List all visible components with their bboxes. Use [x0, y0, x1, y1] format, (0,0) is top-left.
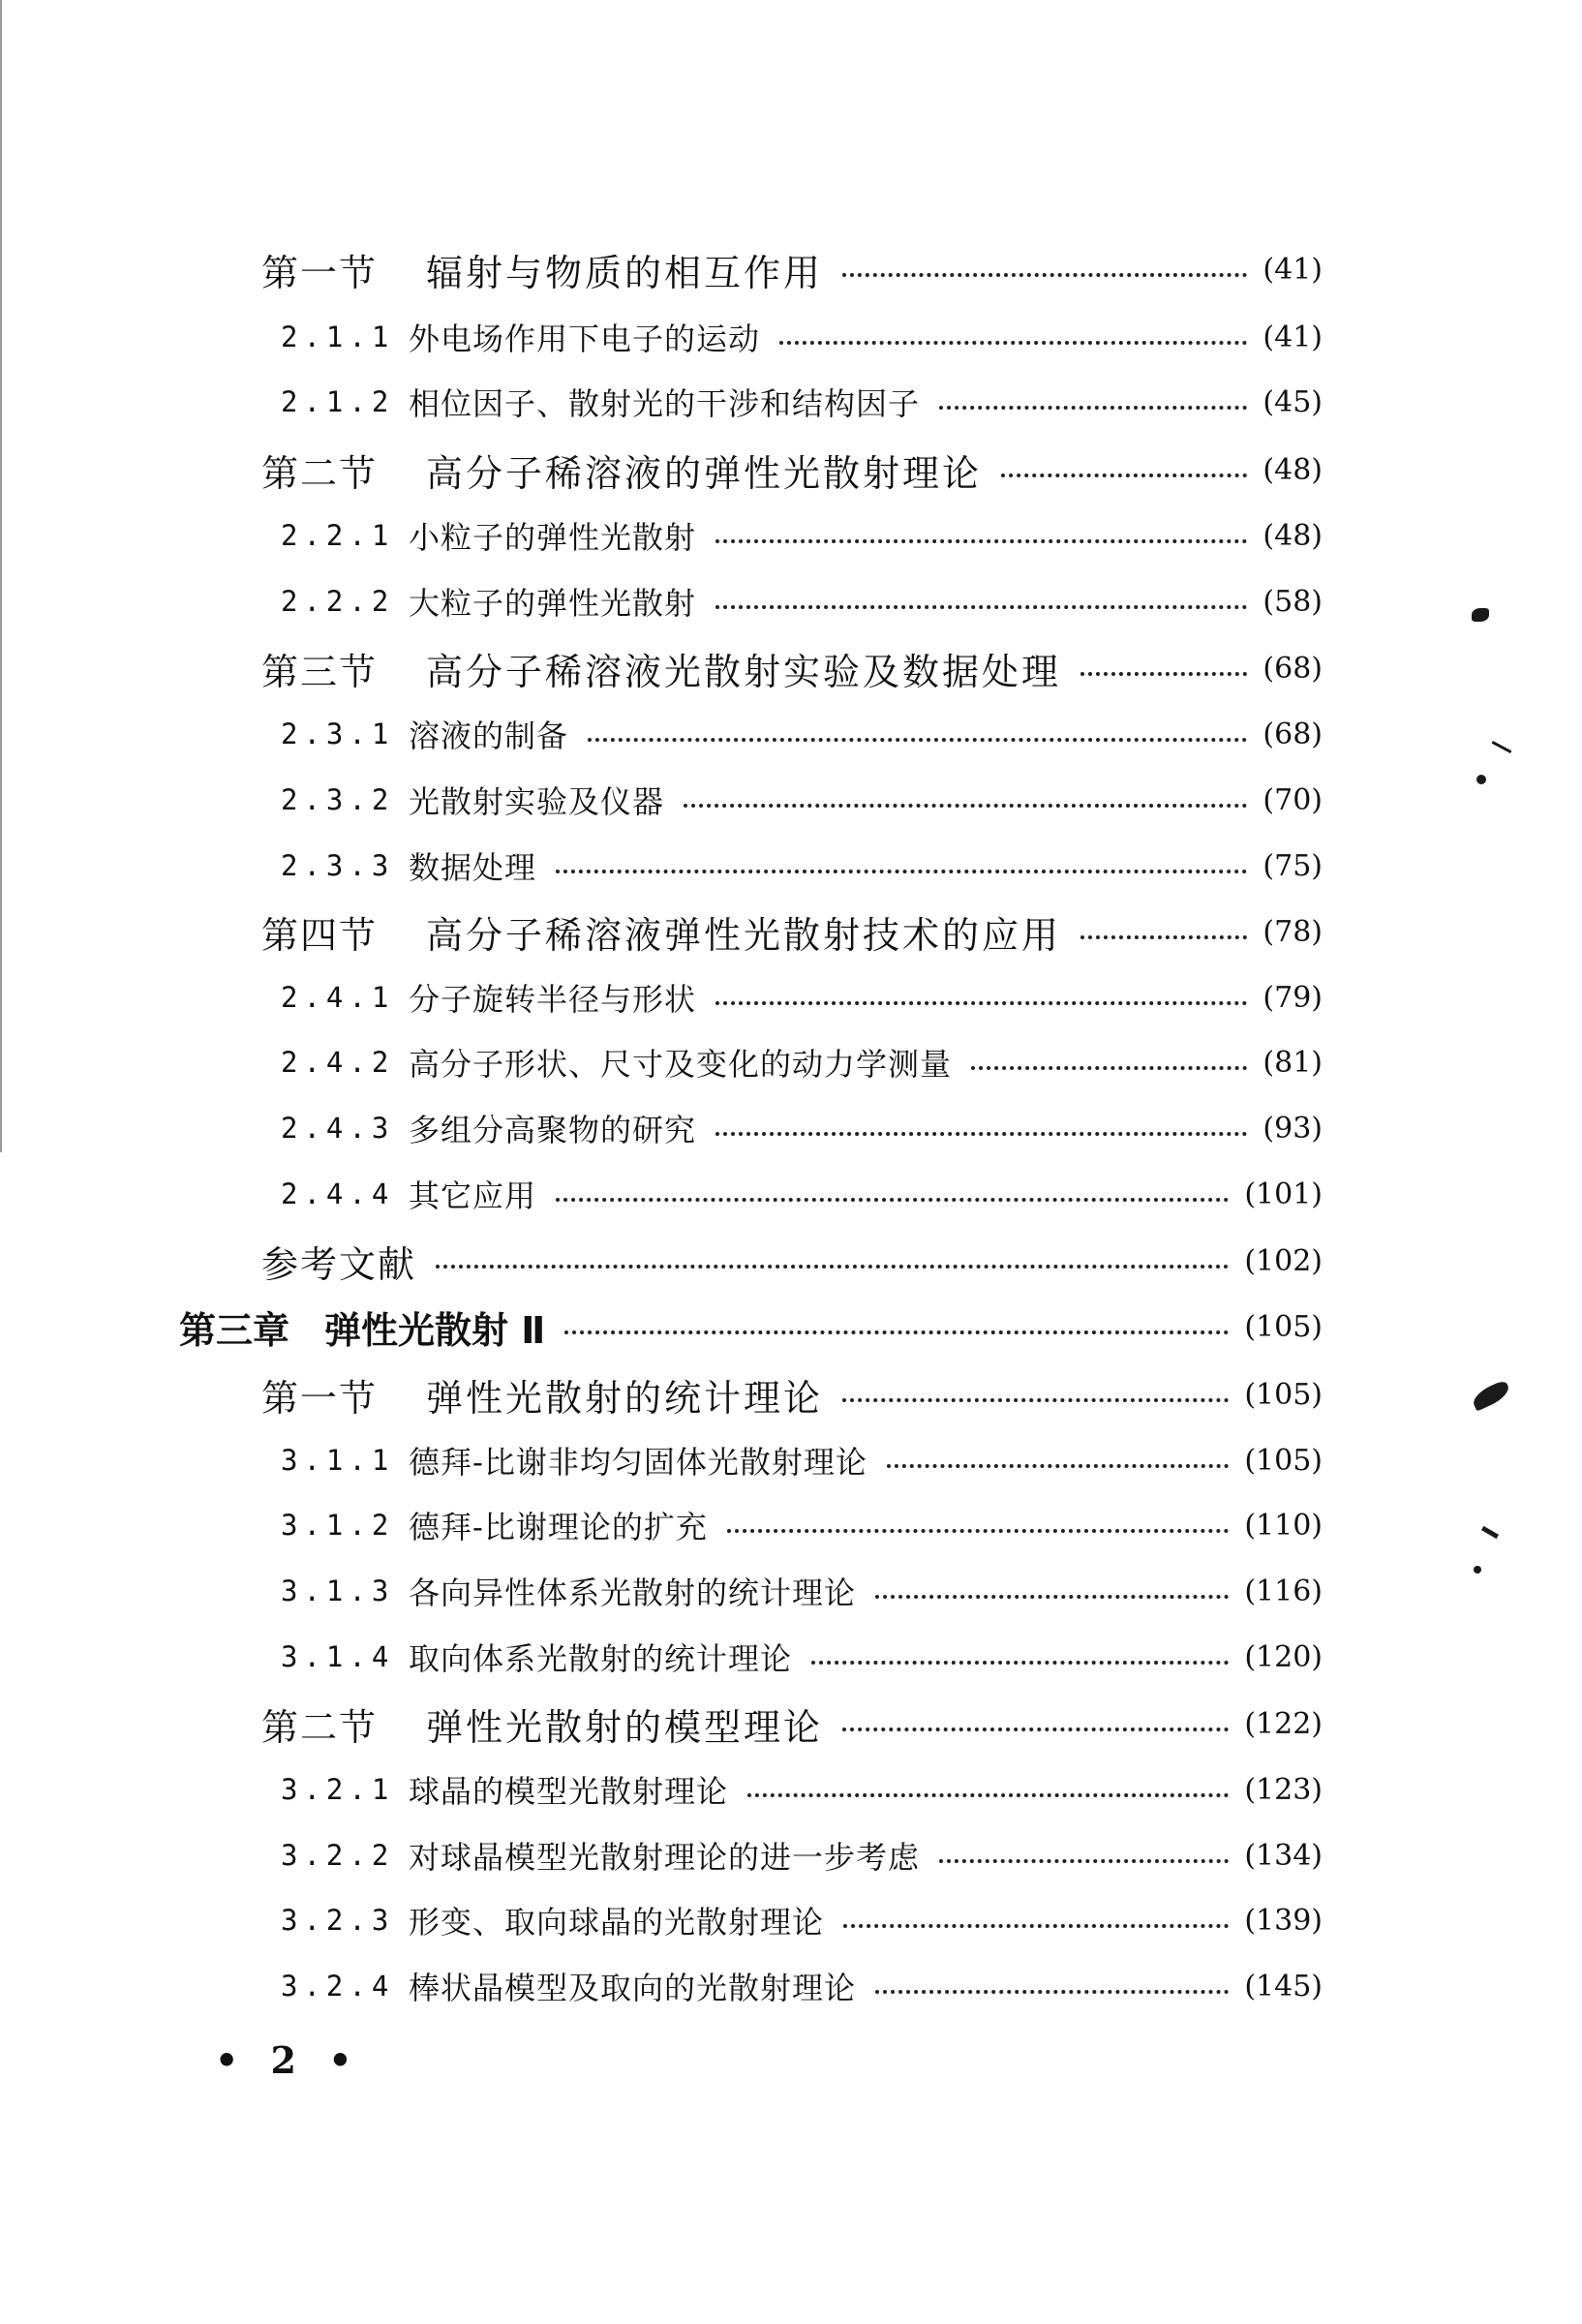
toc-entry[interactable]	[0, 1431, 1582, 1489]
dot-leader	[436, 1265, 1229, 1269]
dot-leader	[556, 1198, 1229, 1202]
entry-page: (75)	[1263, 848, 1323, 883]
entry-title: 形变、取向球晶的光散射理论	[409, 1904, 825, 1941]
entry-title: 其它应用	[409, 1177, 537, 1214]
entry-number: 2.2.1	[281, 519, 395, 552]
entry-title: 多组分高聚物的研究	[409, 1112, 697, 1148]
dot-leader	[564, 1330, 1229, 1334]
entry-title: 弹性光散射的模型理论	[426, 1705, 824, 1749]
entry-page: (134)	[1244, 1838, 1323, 1873]
entry-page: (79)	[1263, 980, 1323, 1015]
scan-speck	[1474, 1566, 1481, 1574]
entry-number: 2.4.2	[281, 1046, 395, 1079]
entry-title: 大粒子的弹性光散射	[409, 585, 697, 622]
entry-page: (41)	[1263, 252, 1323, 287]
entry-page: (120)	[1244, 1639, 1323, 1674]
toc-entry[interactable]	[0, 240, 1582, 298]
dot-leader	[747, 1793, 1229, 1797]
dot-leader	[1080, 935, 1247, 939]
entry-page: (105)	[1244, 1309, 1323, 1344]
toc-entry[interactable]	[0, 902, 1582, 961]
entry-title: 参考文献	[261, 1242, 417, 1286]
dot-leader	[1080, 672, 1247, 676]
toc-entry[interactable]	[0, 968, 1582, 1026]
dot-leader	[842, 273, 1247, 277]
toc-entry[interactable]	[0, 441, 1582, 499]
entry-number: 2.1.2	[281, 385, 395, 418]
dot-leader	[939, 1859, 1229, 1863]
entry-title: 球晶的模型光散射理论	[409, 1773, 729, 1810]
entry-page: (105)	[1244, 1377, 1323, 1412]
entry-number: 第三节	[261, 650, 379, 693]
toc-entry[interactable]	[0, 1033, 1582, 1091]
entry-number: 3.1.3	[281, 1575, 395, 1607]
scan-speck	[1476, 775, 1486, 784]
entry-number: 2.4.4	[281, 1177, 395, 1210]
dot-leader	[842, 1728, 1229, 1731]
entry-title: 高分子稀溶液弹性光散射技术的应用	[426, 913, 1062, 957]
toc-entry[interactable]	[0, 705, 1582, 763]
toc-entry[interactable]	[0, 639, 1582, 697]
entry-title: 取向体系光散射的统计理论	[409, 1640, 793, 1677]
dot-leader	[887, 1464, 1230, 1468]
entry-number: 2.2.2	[281, 585, 395, 618]
toc-entry[interactable]	[0, 572, 1582, 630]
entry-page: (102)	[1244, 1243, 1323, 1278]
chapter-number: 第三章	[179, 1308, 290, 1352]
dot-leader	[556, 870, 1247, 873]
entry-number: 2.3.2	[281, 783, 395, 816]
entry-number: 3.2.3	[281, 1904, 395, 1937]
toc-entry[interactable]	[0, 1562, 1582, 1620]
entry-title: 对球晶模型光散射理论的进一步考虑	[409, 1839, 921, 1876]
entry-number: 3.1.4	[281, 1640, 395, 1673]
dot-leader	[971, 1066, 1247, 1070]
entry-number: 2.4.1	[281, 981, 395, 1014]
entry-page: (93)	[1263, 1111, 1323, 1146]
toc-entry[interactable]	[0, 1099, 1582, 1157]
dot-leader	[727, 1529, 1230, 1533]
entry-number: 第一节	[261, 1376, 379, 1420]
toc-entry[interactable]	[0, 1760, 1582, 1819]
entry-number: 3.1.2	[281, 1509, 395, 1542]
entry-number: 第四节	[261, 913, 379, 957]
entry-page: (101)	[1244, 1177, 1323, 1211]
toc-entry[interactable]	[0, 1165, 1582, 1223]
entry-title: 相位因子、散射光的干涉和结构因子	[409, 385, 921, 422]
dot-leader	[715, 1132, 1247, 1136]
entry-title: 棒状晶模型及取向的光散射理论	[409, 1970, 857, 2006]
scan-speck	[1472, 608, 1489, 622]
dot-leader	[842, 1398, 1229, 1402]
chapter-title: 弹性光散射 Ⅱ	[324, 1308, 546, 1352]
toc-entry[interactable]	[0, 373, 1582, 431]
entry-title: 弹性光散射的统计理论	[426, 1376, 824, 1420]
entry-page: (110)	[1244, 1508, 1323, 1543]
toc-entry[interactable]	[0, 1232, 1582, 1290]
toc-entry[interactable]	[0, 1365, 1582, 1423]
entry-page: (122)	[1244, 1706, 1323, 1741]
entry-page: (58)	[1263, 584, 1323, 619]
entry-title: 数据处理	[409, 849, 537, 886]
dot-leader	[588, 738, 1247, 742]
dot-leader	[875, 1990, 1229, 1994]
toc-entry[interactable]	[0, 1826, 1582, 1884]
page-number: • 2 •	[215, 2038, 362, 2082]
dot-leader	[715, 605, 1247, 609]
entry-title: 小粒子的弹性光散射	[409, 519, 697, 556]
entry-number: 2.3.1	[281, 718, 395, 750]
entry-title: 高分子稀溶液光散射实验及数据处理	[426, 650, 1062, 693]
toc-entry[interactable]	[0, 837, 1582, 895]
entry-page: (78)	[1263, 914, 1323, 949]
toc-entry[interactable]	[0, 308, 1582, 366]
entry-title: 各向异性体系光散射的统计理论	[409, 1575, 857, 1611]
entry-page: (145)	[1244, 1969, 1323, 2003]
entry-number: 2.1.1	[281, 321, 395, 353]
entry-number: 第二节	[261, 1705, 379, 1749]
entry-title: 外电场作用下电子的运动	[409, 321, 761, 357]
toc-entry[interactable]	[0, 506, 1582, 565]
entry-number: 3.2.2	[281, 1839, 395, 1872]
dot-leader	[684, 804, 1247, 808]
entry-page: (105)	[1244, 1443, 1323, 1478]
dot-leader	[811, 1661, 1229, 1665]
entry-number: 第二节	[261, 451, 379, 495]
toc-chapter-entry[interactable]	[0, 1298, 1582, 1356]
toc-entry[interactable]	[0, 771, 1582, 829]
entry-title: 光散射实验及仪器	[409, 783, 665, 820]
entry-page: (45)	[1263, 384, 1323, 419]
entry-page: (48)	[1263, 452, 1323, 487]
entry-title: 溶液的制备	[409, 718, 569, 754]
entry-page: (70)	[1263, 782, 1323, 817]
entry-number: 2.4.3	[281, 1112, 395, 1145]
entry-number: 3.2.1	[281, 1773, 395, 1806]
entry-number: 第一节	[261, 251, 379, 294]
entry-number: 2.3.3	[281, 849, 395, 882]
entry-page: (48)	[1263, 518, 1323, 553]
entry-page: (41)	[1263, 320, 1323, 354]
toc-entry[interactable]	[0, 1496, 1582, 1554]
toc-entry[interactable]	[0, 1628, 1582, 1686]
entry-page: (139)	[1244, 1903, 1323, 1938]
entry-page: (123)	[1244, 1772, 1323, 1807]
entry-title: 分子旋转半径与形状	[409, 981, 697, 1018]
dot-leader	[875, 1595, 1229, 1599]
toc-entry[interactable]	[0, 1891, 1582, 1949]
dot-leader	[715, 539, 1247, 543]
entry-page: (116)	[1244, 1574, 1323, 1608]
entry-title: 德拜-比谢非均匀固体光散射理论	[409, 1444, 867, 1481]
entry-title: 德拜-比谢理论的扩充	[409, 1509, 708, 1545]
entry-page: (81)	[1263, 1045, 1323, 1080]
toc-entry[interactable]	[0, 1695, 1582, 1753]
entry-title: 高分子稀溶液的弹性光散射理论	[426, 451, 983, 495]
dot-leader	[779, 341, 1247, 345]
entry-page: (68)	[1263, 717, 1323, 751]
entry-title: 高分子形状、尺寸及变化的动力学测量	[409, 1046, 953, 1083]
dot-leader	[1001, 474, 1247, 477]
toc-entry[interactable]	[0, 1957, 1582, 2015]
dot-leader	[843, 1924, 1229, 1928]
entry-number: 3.2.4	[281, 1970, 395, 2003]
dot-leader	[939, 406, 1247, 410]
entry-number: 3.1.1	[281, 1444, 395, 1477]
dot-leader	[715, 1001, 1247, 1005]
entry-page: (68)	[1263, 651, 1323, 686]
entry-title: 辐射与物质的相互作用	[426, 251, 824, 294]
